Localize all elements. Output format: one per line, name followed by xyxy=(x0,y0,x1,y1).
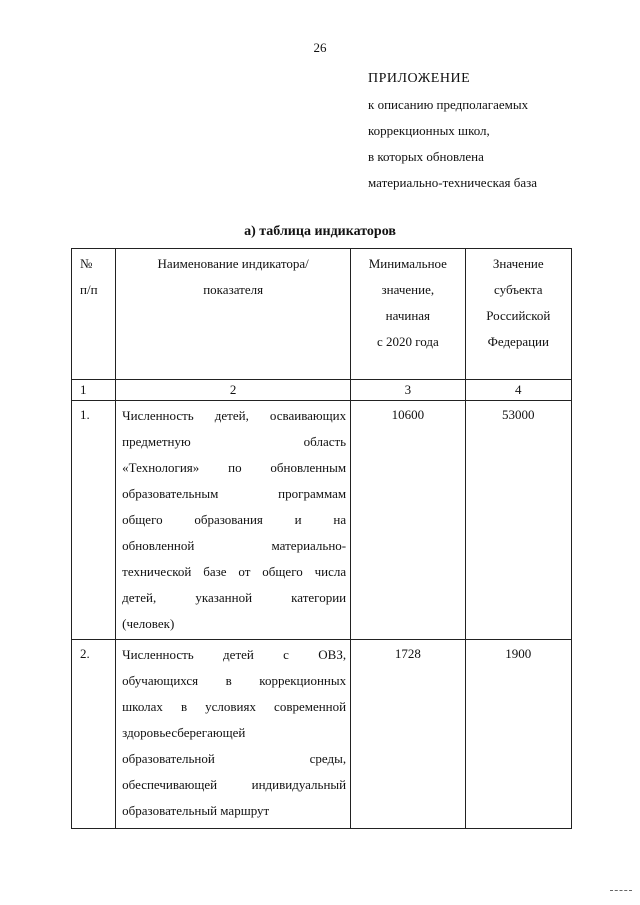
row-number: 2. xyxy=(72,640,116,829)
indicator-name-line: предметную область xyxy=(122,434,347,449)
indicator-name-line: школах в условиях современной xyxy=(122,699,347,714)
appendix-block xyxy=(368,66,537,196)
header-min-line: Минимальное xyxy=(368,256,447,271)
indicator-name-line: обеспечивающей индивидуальный xyxy=(122,777,347,792)
indicator-name-line: образовательный маршрут xyxy=(122,803,270,818)
indicator-name-line: детей, указанной категории xyxy=(122,590,347,605)
header-value xyxy=(465,249,571,380)
appendix-line: к описанию предполагаемых xyxy=(368,97,529,112)
min-value: 1728 xyxy=(351,640,465,829)
indicator-name-line: «Технология» по обновленным xyxy=(122,460,347,475)
header-name-line: Наименование индикатора/ xyxy=(157,256,309,271)
appendix-title: ПРИЛОЖЕНИЕ xyxy=(368,71,471,86)
header-num-line: п/п xyxy=(80,282,98,297)
indicator-name-line: обучающихся в коррекционных xyxy=(122,673,347,688)
column-index-row xyxy=(72,380,572,401)
column-index: 2 xyxy=(116,380,351,401)
table-title: а) таблица индикаторов xyxy=(244,224,396,239)
indicator-name-line: здоровьесберегающей xyxy=(122,725,246,740)
table-row xyxy=(72,401,572,640)
row-number: 1. xyxy=(72,401,116,640)
indicator-name-line: технической базе от общего числа xyxy=(122,564,347,579)
header-value-line: субъекта xyxy=(494,282,543,297)
indicator-name-line: Численность детей, осваивающих xyxy=(122,408,347,423)
header-num-line: № xyxy=(80,256,93,271)
header-value-line: Российской xyxy=(486,308,551,323)
appendix-line: материально-техническая база xyxy=(368,175,538,190)
table-header-row xyxy=(72,249,572,380)
column-index: 1 xyxy=(72,380,116,401)
indicator-name-line: образовательной среды, xyxy=(122,751,347,766)
header-min xyxy=(351,249,465,380)
header-min-line: с 2020 года xyxy=(376,334,439,349)
indicator-name-line: обновленной материально- xyxy=(122,538,347,553)
min-value: 10600 xyxy=(351,401,465,640)
header-name-line: показателя xyxy=(203,282,264,297)
header-name xyxy=(116,249,351,380)
column-index: 3 xyxy=(351,380,465,401)
header-min-line: начиная xyxy=(385,308,431,323)
region-value: 53000 xyxy=(465,401,571,640)
indicator-name xyxy=(116,401,351,640)
page-number: 26 xyxy=(313,40,327,55)
indicator-name-line: образовательным программам xyxy=(122,486,347,501)
indicators-table xyxy=(71,248,572,829)
header-num xyxy=(72,249,116,380)
indicator-name-line: Численность детей с ОВЗ, xyxy=(122,647,347,662)
indicator-name-line: общего образования и на xyxy=(122,512,347,527)
column-index: 4 xyxy=(465,380,571,401)
indicator-name xyxy=(116,640,351,829)
region-value: 1900 xyxy=(465,640,571,829)
header-value-line: Федерации xyxy=(487,334,549,349)
header-value-line: Значение xyxy=(492,256,544,271)
appendix-line: коррекционных школ, xyxy=(368,123,490,138)
header-min-line: значение, xyxy=(381,282,435,297)
table-row xyxy=(72,640,572,829)
indicator-name-line: (человек) xyxy=(122,616,175,631)
scan-mark xyxy=(610,890,632,893)
appendix-line: в которых обновлена xyxy=(368,149,484,164)
